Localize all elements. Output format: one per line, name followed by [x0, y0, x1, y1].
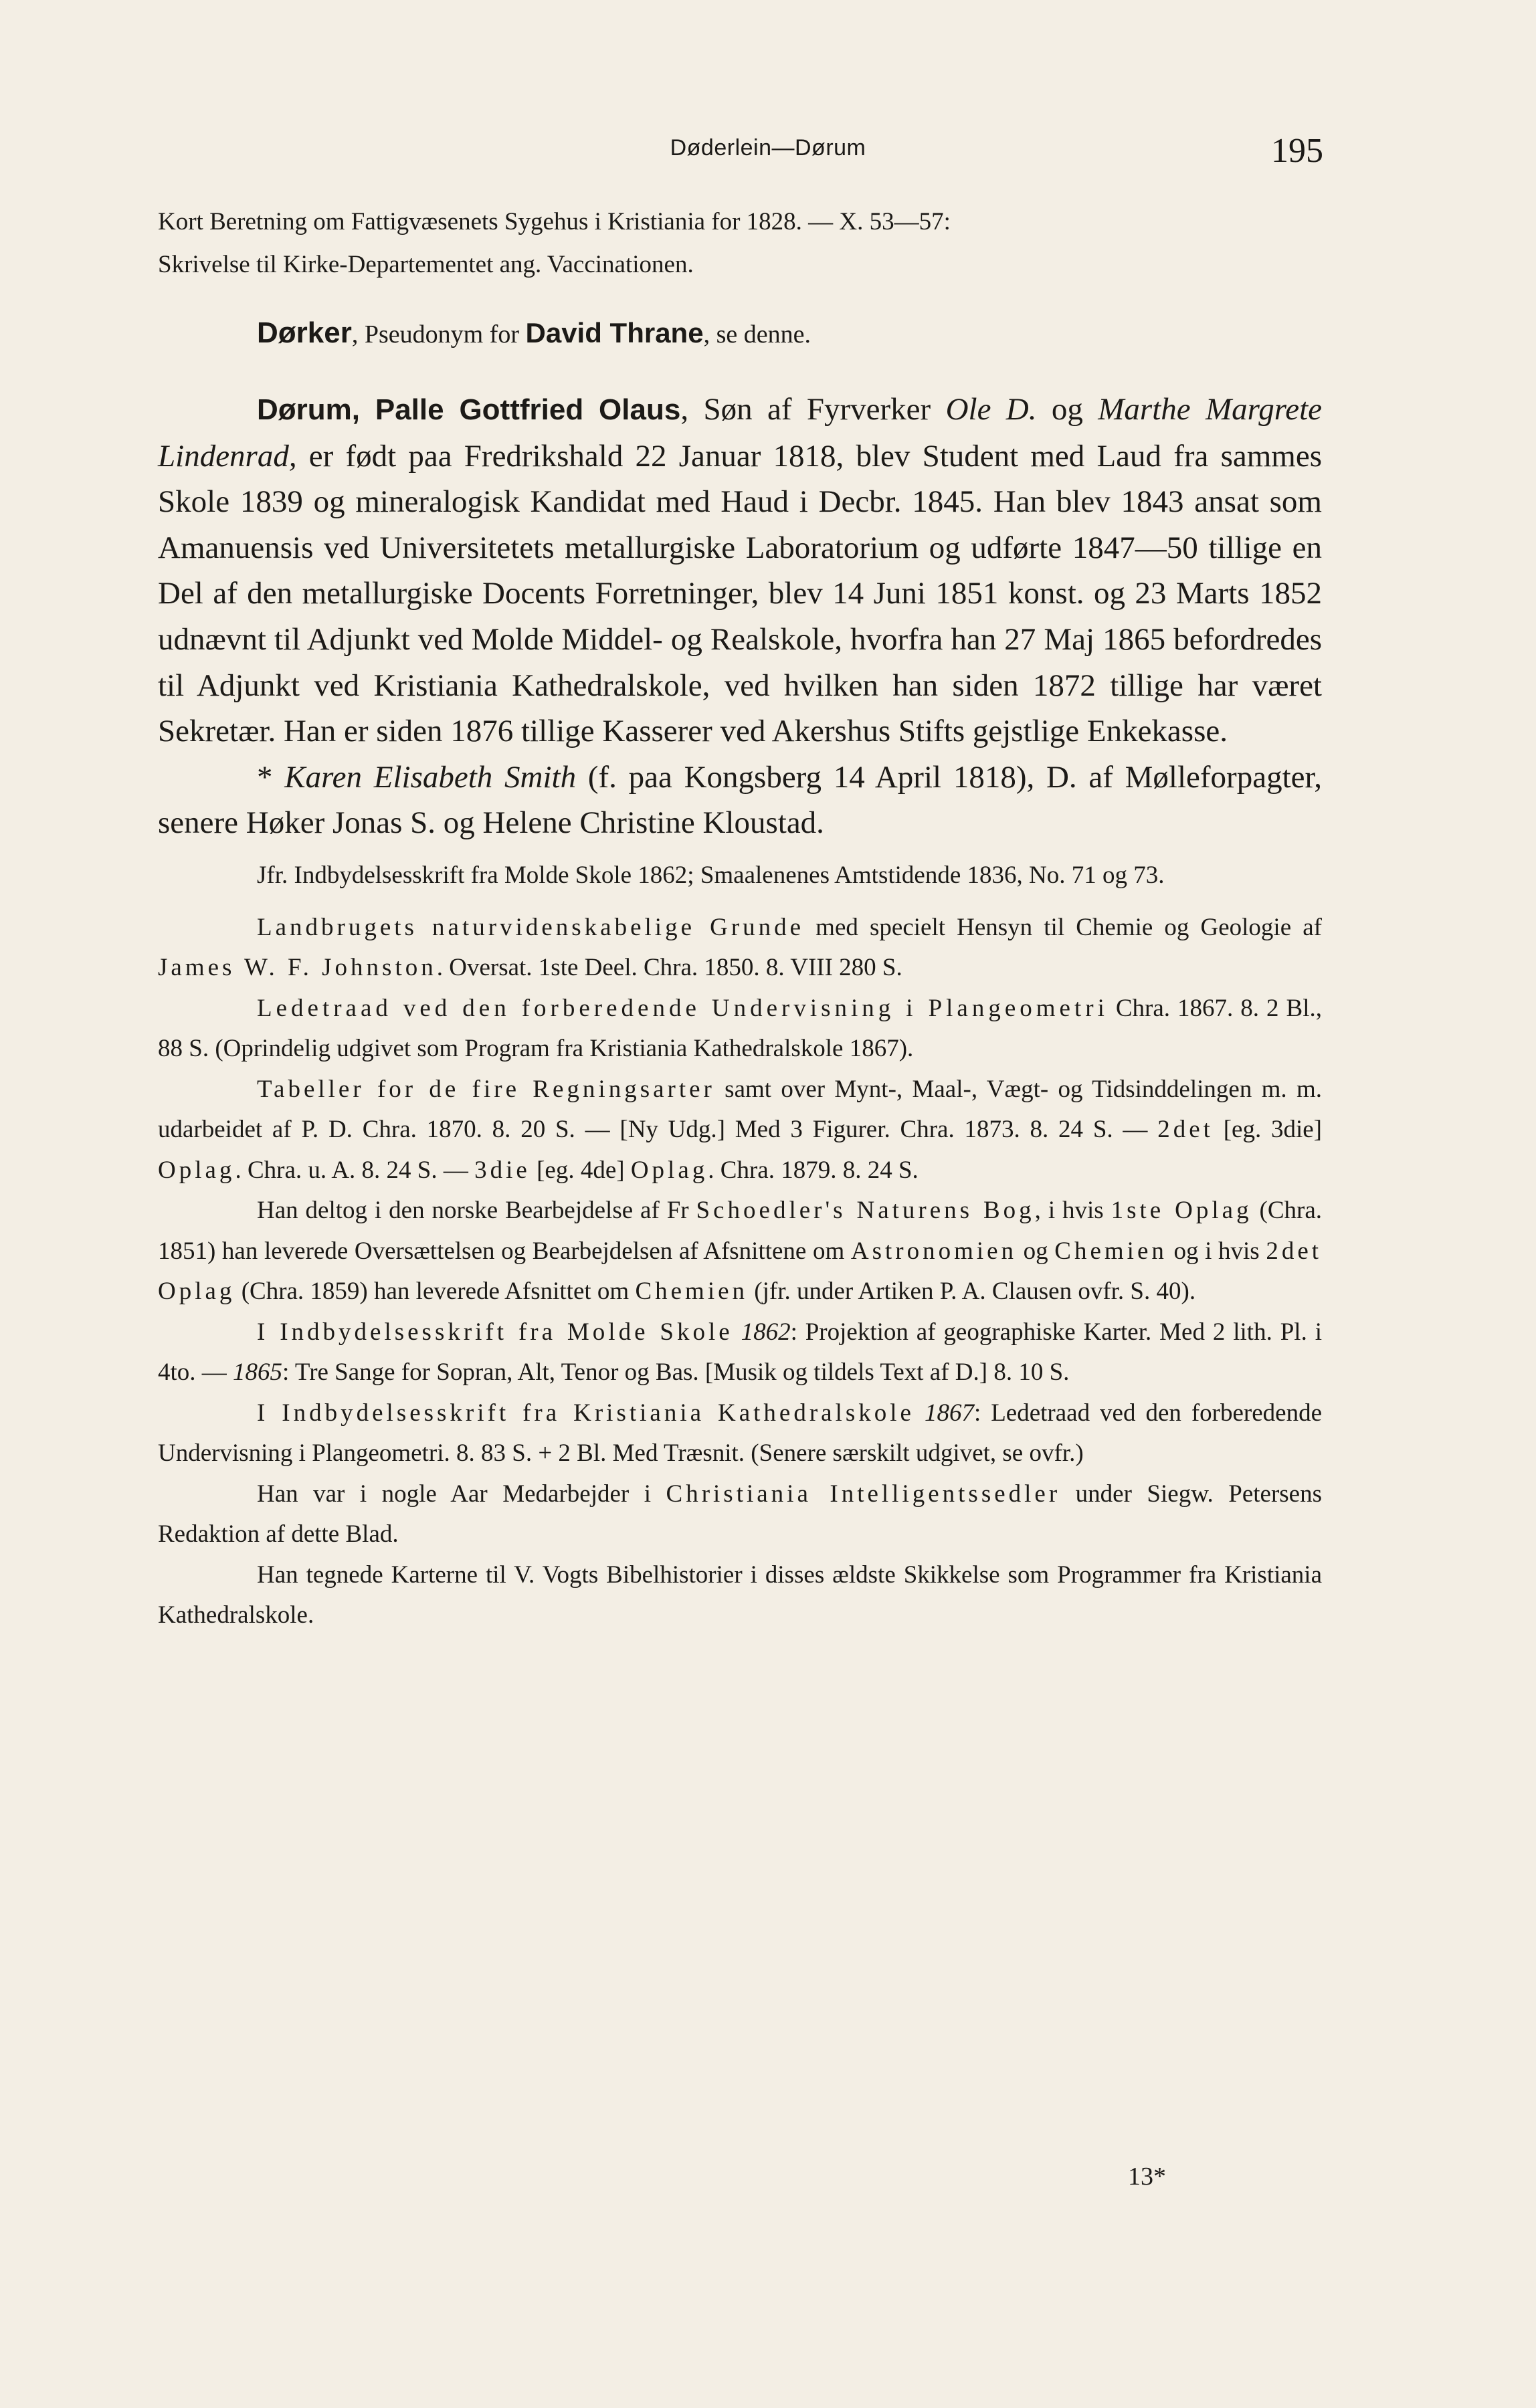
- marriage-note: * Karen Elisabeth Smith (f. paa Kongsberg 14 April 1818), D. af Mølleforpagter, senere Høker Jonas S. og Helene Christine Kloustad.: [158, 759, 1323, 841]
- work-molde-skole: I Indbydelsesskrift fra Molde Skole 1862: Projektion af geographiske Karter. Med 2 lith. Pl. i 4to. — 1865: Tre Sange for Sopran, Alt, Tenor og Bas. [Musik og tildels Text af D.] 8. 10 S.: [158, 1318, 1322, 1387]
- work-tabeller: Tabeller for de fire Regningsarter samt over Mynt-, Maal-, Vægt- og Tidsinddelingen m. m. udarbeidet af P. D. Chra. 1870. 8. 20 S. — [Ny Udg.] Med 3 Figurer. Chra. 1873. 8. 24 S. — 2det [eg. 3die] Oplag. Chra. u. A. 8. 24 S. — 3die [eg. 4de] Oplag. Chra. 1879. 8. 24 S.: [158, 1075, 1322, 1184]
- entry-dorum: Dørum, Palle Gottfried Olaus, Søn af Fyrverker Ole D. og Marthe Margrete Lindenrad, er født paa Fredrikshald 22 Januar 1818, blev Student med Laud fra sammes Skole 1839 og mineralogisk Kandidat med Haud i Decbr. 1845. Han blev 1843 ansat som Amanuensis ved Universitetets metallurgiske Laboratorium og udførte 1847—50 tillige en Del af den metallurgiske Docents Forretninger, blev 14 Juni 1851 konst. og 23 Marts 1852 udnævnt til Adjunkt ved Molde Middel- og Realskole, hvorfra han 27 Maj 1865 befordredes til Adjunkt ved Kristiania Kathedralskole, ved hvilken han siden 1872 tillige har været Sekretær. Han er siden 1876 tillige Kasserer ved Akershus Stifts gejstlige Enkekasse.: [158, 392, 1323, 749]
- work-intelligentssedler: Han var i nogle Aar Medarbejder i Christiania Intelligentssedler under Siegw. Petersens Redaktion af dette Blad.: [158, 1480, 1322, 1548]
- work-naturens-bog: Han deltog i den norske Bearbejdelse af Fr Schoedler's Naturens Bog, i hvis 1ste Oplag (Chra. 1851) han leverede Oversættelsen og Bearbejdelsen af Afsnittene om Astronomien og Chemien og i hvis 2det Oplag (Chra. 1859) han leverede Afsnittet om Chemien (jfr. under Artiken P. A. Clausen ovfr. S. 40).: [158, 1197, 1323, 1306]
- jfr-reference: Jfr. Indbydelsesskrift fra Molde Skole 1862; Smaalenenes Amtstidende 1836, No. 71 og 73.: [257, 861, 1165, 889]
- work-ledetraad: Ledetraad ved den forberedende Undervisning i Plangeometri Chra. 1867. 8. 2 Bl., 88 S. (Oprindelig udgivet som Program fra Kristiania Kathedralskole 1867).: [158, 994, 1322, 1063]
- father-name: Ole D.: [945, 392, 1037, 427]
- intro-line-2: Skrivelse til Kirke-Departementet ang. Vaccinationen.: [158, 251, 694, 278]
- work-bibelhistorier: Han tegnede Karterne til V. Vogts Bibelhistorier i disses ældste Skikkelse som Programmer fra Kristiania Kathedralskole.: [158, 1561, 1322, 1629]
- entry-dorker: Dørker, Pseudonym for David Thrane, se denne.: [257, 316, 811, 349]
- signature-mark: 13*: [1128, 2163, 1166, 2191]
- work-kathedralskole: I Indbydelsesskrift fra Kristiania Kathedralskole 1867: Ledetraad ved den forberedende Undervisning i Plangeometri. 8. 83 S. + 2 Bl. Med Træsnit. (Senere særskilt udgivet, se ovfr.): [158, 1399, 1322, 1468]
- entry-dorker-name: Dørker: [257, 316, 352, 349]
- page-header: [0, 131, 1536, 171]
- intro-text: [158, 201, 1322, 286]
- running-title: Døderlein—Dørum: [670, 135, 866, 161]
- page-content: [158, 201, 1322, 1636]
- entry-dorker-ref: David Thrane: [525, 317, 704, 348]
- work-landbrugets: Landbrugets naturvidenskabelige Grunde med specielt Hensyn til Chemie og Geologie af James W. F. Johnston. Oversat. 1ste Deel. Chra. 1850. 8. VIII 280 S.: [158, 913, 1322, 982]
- wife-name: Karen Elisabeth Smith: [284, 759, 577, 795]
- page-number: 195: [1271, 132, 1323, 170]
- intro-line-1: Kort Beretning om Fattigvæsenets Sygehus i Kristiania for 1828. — X. 53—57:: [158, 208, 951, 235]
- entry-dorum-name: Dørum, Palle Gottfried Olaus: [257, 393, 681, 426]
- mother-name: Marthe Margrete Lindenrad,: [158, 392, 1323, 474]
